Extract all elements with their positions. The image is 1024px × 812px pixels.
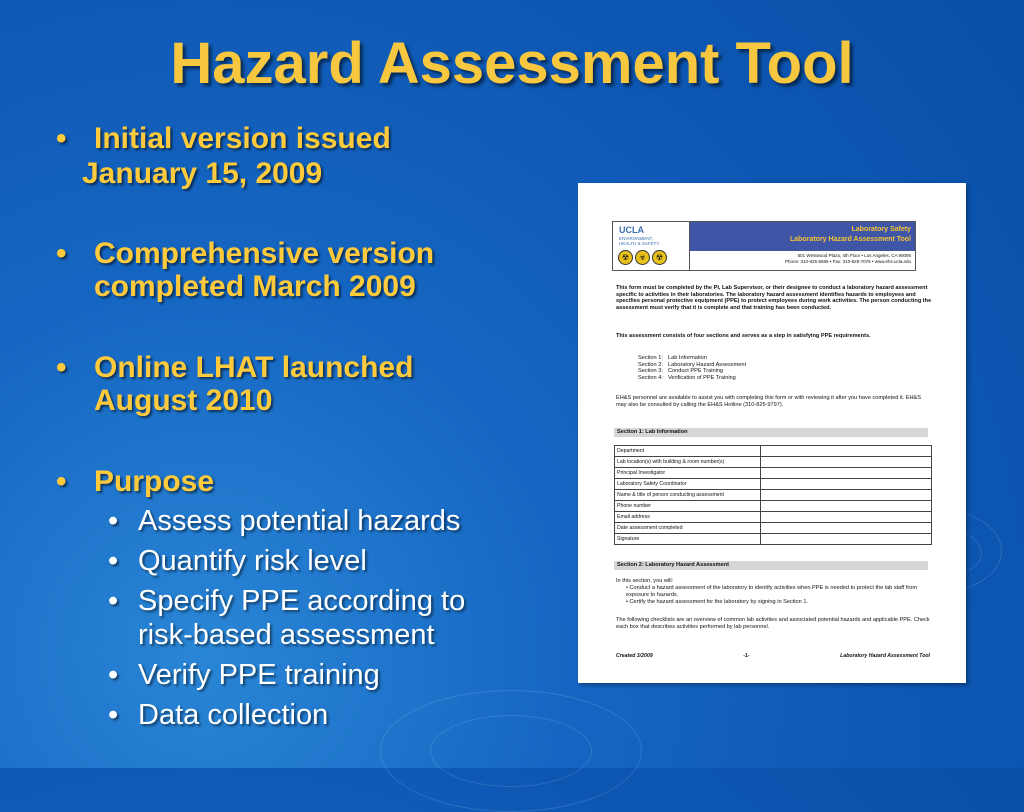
bullet-text: Purpose xyxy=(94,465,215,498)
row-label: Lab location(s) with building & room number(s) xyxy=(615,457,761,468)
logo-ucla-text: UCLA xyxy=(619,225,644,235)
bullet-marker: • xyxy=(108,545,119,577)
row-value xyxy=(761,468,932,479)
form-document-preview xyxy=(578,183,966,683)
section-entry xyxy=(638,355,746,362)
bullet-marker: • xyxy=(108,585,119,617)
section-label: Section 3: xyxy=(638,368,663,375)
row-value xyxy=(761,523,932,534)
section-label: Section 1: xyxy=(638,355,663,361)
section1-heading: Section 1: Lab Information xyxy=(614,428,928,437)
row-label: Name & title of person conducting assessment xyxy=(615,490,761,501)
section-entry xyxy=(638,368,746,375)
purpose-item xyxy=(56,544,576,578)
section2-heading: Section 2: Laboratory Hazard Assessment xyxy=(614,561,928,570)
logo-ehs-line: HEALTH & SAFETY xyxy=(619,241,660,246)
address-line: Phone: 310-825-5689 • Fax: 310-825-7076 • www.ehs.ucla.edu xyxy=(785,259,911,264)
table-row xyxy=(615,523,932,534)
in-section-text: In this section, you will: xyxy=(616,578,674,584)
bullet-online-lhat xyxy=(56,351,576,417)
will-item: • Certify the hazard assessment for the laboratory by signing in Section 1. xyxy=(626,599,808,605)
row-value xyxy=(761,501,932,512)
form-header-line: Laboratory Hazard Assessment Tool xyxy=(790,236,911,243)
bullet-marker: • xyxy=(108,659,119,691)
form-consists: This assessment consists of four sections and serves as a step in satisfying PPE requirements. xyxy=(616,333,871,339)
bullet-initial-version xyxy=(56,122,576,155)
purpose-item-text: Data collection xyxy=(138,699,329,731)
purpose-item xyxy=(56,658,576,692)
logo-ehs-line: ENVIRONMENT, xyxy=(619,236,654,241)
purpose-item-text: Verify PPE training xyxy=(138,659,380,691)
form-header-title xyxy=(690,222,915,270)
will-item-text: Conduct a hazard assessment of the laboratory to identify activities when PPE is needed to protect the lab staff from exposure to hazards. xyxy=(626,585,918,598)
slide-title: Hazard Assessment Tool xyxy=(170,31,854,96)
form-footer xyxy=(616,653,930,659)
bullet-text: Online LHAT launched xyxy=(94,351,414,384)
table-row xyxy=(615,512,932,523)
will-item-text: Certify the hazard assessment for the laboratory by signing in Section 1. xyxy=(629,599,808,605)
table-row xyxy=(615,457,932,468)
section-name: Conduct PPE Training xyxy=(668,368,724,375)
lab-info-table xyxy=(614,445,932,545)
will-item: • Conduct a hazard assessment of the laboratory to identify activities when PPE is needed to protect the lab staff from exposure to hazards. xyxy=(626,585,918,598)
row-label: Date assessment completed xyxy=(615,523,761,534)
row-value xyxy=(761,490,932,501)
row-label: Laboratory Safety Coordinator xyxy=(615,479,761,490)
section-entry xyxy=(638,362,746,369)
form-header-band xyxy=(690,222,915,251)
ucla-ehs-logo xyxy=(613,222,690,270)
section-label: Section 4: xyxy=(638,374,663,381)
table-row xyxy=(615,490,932,501)
checklists-text: The following checklists are an overview of common lab activities and associated potential hazards and applicable PPE. Check each box that describes activities performed by lab personnel. xyxy=(616,617,930,630)
bullet-text: Initial version issued xyxy=(94,122,391,155)
table-row xyxy=(615,534,932,545)
form-header xyxy=(612,221,916,271)
purpose-sublist xyxy=(56,504,576,732)
bullet-text: Comprehensive version xyxy=(94,237,435,270)
purpose-item-text: Quantify risk level xyxy=(138,545,367,577)
form-address xyxy=(690,251,915,270)
bullet-purpose xyxy=(56,465,576,498)
row-value xyxy=(761,446,932,457)
section-name: Lab Information xyxy=(668,355,707,361)
bullet-marker: • xyxy=(108,699,119,731)
purpose-item-text: Assess potential hazards xyxy=(138,505,461,537)
purpose-item-text: Specify PPE according to xyxy=(138,585,466,617)
row-value xyxy=(761,534,932,545)
form-intro: This form must be completed by the PI, Lab Supervisor, or their designee to conduct a laboratory hazard assessment specific to activities in their laboratories. The laboratory hazard assessment identifies hazards to employees and specifies personal protective equipment (PPE) to protect employees during work activities. The person conducting the assessment must verify that it is complete and that training has been conducted. xyxy=(616,285,932,311)
table-row xyxy=(615,501,932,512)
section-list xyxy=(638,355,746,381)
row-value xyxy=(761,479,932,490)
table-row xyxy=(615,446,932,457)
bullet-list xyxy=(56,122,576,732)
bullet-text: completed March 2009 xyxy=(94,270,416,303)
row-label: Signature xyxy=(615,534,761,545)
form-header-line: Laboratory Safety xyxy=(851,226,911,233)
section-name: Laboratory Hazard Assessment xyxy=(668,361,747,368)
bullet-marker: • xyxy=(56,122,67,155)
section-label: Section 2: xyxy=(638,361,663,368)
purpose-item xyxy=(56,504,576,538)
bullet-comprehensive-version xyxy=(56,237,576,303)
purpose-item-text: risk-based assessment xyxy=(138,619,435,651)
row-label: Phone number xyxy=(615,501,761,512)
bullet-marker: • xyxy=(56,351,67,384)
radiation-icon: ☢ xyxy=(652,250,667,265)
row-label: Email address xyxy=(615,512,761,523)
row-value xyxy=(761,512,932,523)
section-entry xyxy=(638,375,746,382)
biohazard-icon: ☣ xyxy=(635,250,650,265)
table-row xyxy=(615,479,932,490)
hazard-symbols xyxy=(618,250,667,265)
bullet-marker: • xyxy=(56,465,67,498)
address-line: 501 Westwood Plaza, 4th Floor • Los Angeles, CA 90095 xyxy=(797,253,911,258)
radiation-icon: ☢ xyxy=(618,250,633,265)
bullet-continuation: January 15, 2009 xyxy=(82,157,323,190)
bullet-marker: • xyxy=(56,237,67,270)
section-name: Verification of PPE Training xyxy=(668,374,736,381)
row-label: Principal Investigator xyxy=(615,468,761,479)
row-value xyxy=(761,457,932,468)
footer-page-number: -1- xyxy=(743,653,750,659)
footer-title: Laboratory Hazard Assessment Tool xyxy=(840,653,930,659)
footer-created: Created 3/2009 xyxy=(616,653,653,659)
purpose-item xyxy=(56,698,576,732)
table-row xyxy=(615,468,932,479)
form-assist: EH&S personnel are available to assist you with completing this form or with reviewing it after you have completed it. EH&S may also be consulted by calling the EH&S Hotline (310-825-9797). xyxy=(616,395,922,408)
bullet-marker: • xyxy=(108,505,119,537)
purpose-item xyxy=(56,584,576,652)
bullet-text: August 2010 xyxy=(94,384,273,417)
logo-ehs-text xyxy=(619,236,659,246)
row-label: Department xyxy=(615,446,761,457)
